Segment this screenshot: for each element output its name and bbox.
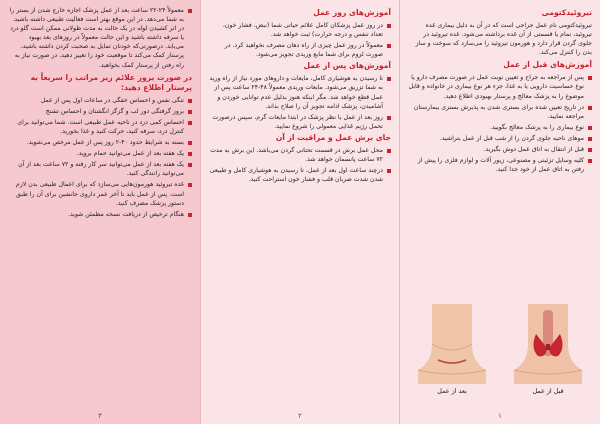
list-item: در روز عمل پزشکان کامل علائم حیاتی شما (نبض، فشار خون، تعداد تنفس و درجه حرارت) ثبت خواهد شد. — [209, 21, 391, 39]
section-heading-after-surgery: آموزش‌های پس از عمل — [303, 61, 391, 71]
figure-before-surgery — [502, 304, 594, 400]
wound-list — [209, 146, 391, 184]
neck-before-surgery-image — [508, 304, 588, 384]
section-heading-day-of-surgery: آموزش‌های روز عمل — [313, 8, 391, 17]
panel-1-content — [408, 6, 592, 300]
list-item: نوع بیماری را به پزشک معالج بگویید. — [408, 123, 592, 132]
list-item: یک هفته بعد از عمل می‌توانید حمام بروید. — [8, 149, 192, 158]
panel-page-1 — [400, 0, 600, 424]
list-item: یک هفته بعد از عمل می‌توانید سر کار رفته و ۷۲ ساعت بعد از آن می‌توانید رانندگی کنید. — [8, 160, 192, 178]
after-list — [209, 74, 391, 131]
list-item: کلیه وسایل تزئینی و مصنوعی، زیور آلات و لوازم فلزی را پیش از رفتن به اتاق عمل از خود جدا کنید. — [408, 156, 592, 174]
list-item: روز بعد از عمل با نظر پزشک در ابتدا مایعات گرم، سپس درصورت تحمل رژیم غذایی معمولی را شروع نمایید. — [209, 113, 391, 131]
figure-after-surgery — [406, 304, 498, 400]
neck-after-surgery-image — [412, 304, 492, 384]
section-heading-before-surgery: آموزش‌های قبل از عمل — [503, 60, 592, 70]
list-item: موهای ناحیه جلوی گردن را از شب قبل از عمل بتراشید. — [408, 134, 592, 143]
page-number: ۳ — [98, 412, 102, 420]
section-heading-thyroidectomy: تیروئیدکتومی — [541, 8, 592, 17]
list-item: پس از مراجعه به جراح و تعیین نوبت عمل در صورت مصرف دارو یا نوع حساسیت دارویی یا به غذا، جزء هر نوع بیماری در خانواده و قابل موضوع را به پزشک معالج و پرستار بهبودی اطلاع دهید. — [408, 73, 592, 100]
list-item: هنگام ترخیص از دریافت نسخه مطمئن شوید. — [8, 210, 192, 219]
warning-heading: در صورت بروز علائم زیر مراتب را سریعاً به پرستار اطلاع دهید: — [30, 72, 192, 92]
page-number: ۲ — [298, 412, 302, 420]
list-item: احساس کمی درد در ناحیه عمل طبیعی است. شما می‌توانید برای کنترل درد، سرفه کنید، حرکت کنید و غذا بخورید. — [8, 118, 192, 136]
panel-page-2 — [200, 0, 400, 424]
warning-list — [8, 96, 192, 219]
caption-after-surgery: بعد از عمل — [437, 387, 467, 395]
panel-3-content — [8, 6, 192, 406]
neck-illustrations — [406, 304, 594, 400]
caption-before-surgery: قبل از عمل — [532, 387, 564, 395]
list-item: معمولاً ۲۴-۲۲ ساعت بعد از عمل پزشک اجازه خارج شدن از بستر را به شما می‌دهد. در این موقع بهتر است فعالیت طبیعی داشته باشید. در اثر کشیدن لوله در یک حالت به مدت طولانی ممکن است گلو درد یا سرفه داشته باشید و این حالت معمولاً در روزهای بعد بهبود می‌یابد. درصورتی‌که خودتان تمایل به صحبت کردن داشته باشید، پرستار کمک می‌کند تا موقعیت خود را تغییر دهید. در صورت نیاز به راه رفتن از پرستار کمک بخواهید. — [8, 6, 192, 70]
list-item: بروز گرفتگی دور لب و گزگز انگشتان و احساس تشنج — [8, 107, 192, 116]
list-item: غده تیروئید هورمون‌هایی می‌سازد که برای اعمال طبیعی بدن لازم است. پس از عمل باید تا آخر عمر داروی جانشین برای آن را طبق دستور پزشک مصرف کنید. — [8, 180, 192, 207]
thyroid-description: تیروئیدکتومی نام عمل جراحی است که در آن به دلیل بیماری غده تیروئید، تمام یا قسمتی از آن غده برداشته می‌شود. غده تیروئید در جلوی گردن قرار دارد و هورمون تیروئید را می‌سازد که سوخت و ساز بدن را کنترل می‌کند. — [415, 22, 592, 57]
list-item: در تاریخ تعیین شده برای بستری شدن به پذیرش بستری بیمارستان مراجعه نمایید. — [408, 103, 592, 121]
list-item: تا رسیدن به هوشیاری کامل، مایعات و داروهای مورد نیاز از راه ورید به شما تزریق می‌شود. مایعات وریدی معمولاً ۴۸-۲۴ ساعت پس از عمل قطع خواهد شد. مگر اینکه هنوز بدلیل عدم توانایی خوردن و آشامیدن، پزشک ادامه تجویز آن را صلاح بداند. — [209, 74, 391, 110]
panel-page-3 — [0, 0, 200, 424]
panel-2-content — [209, 6, 391, 406]
section-heading-wound-care: جای برش عمل و مراقبت از آن — [275, 132, 391, 142]
day-list — [209, 21, 391, 59]
list-item: قبل از انتقال به اتاق عمل دوش بگیرید. — [408, 145, 592, 154]
list-item: تنگی نفس و احساس خفگی در ساعات اول پس از عمل — [8, 96, 192, 105]
list-item: درچند ساعت اول بعد از عمل، تا رسیدن به هوشیاری کامل و طبیعی شدن شدت ضربان قلب و فشار خون استراحت کنید. — [209, 166, 391, 184]
intro-list — [8, 6, 192, 70]
list-item: معمولاً در روز عمل چیزی از راه دهان مصرف نخواهید کرد. در صورت لزوم برای شما مایع وریدی تجویز می‌شود. — [209, 41, 391, 59]
list-item: محل عمل برش در قسمت تحتانی گردن می‌باشد. این برش به مدت ۷۲ ساعت پانسمان خواهد شد. — [209, 146, 391, 164]
before-list — [408, 73, 592, 174]
list-item: بسته به شرایط حدود ۴۰-۲ روز پس از عمل مرخص می‌شوید. — [8, 138, 192, 147]
page-number: ۱ — [498, 412, 502, 420]
